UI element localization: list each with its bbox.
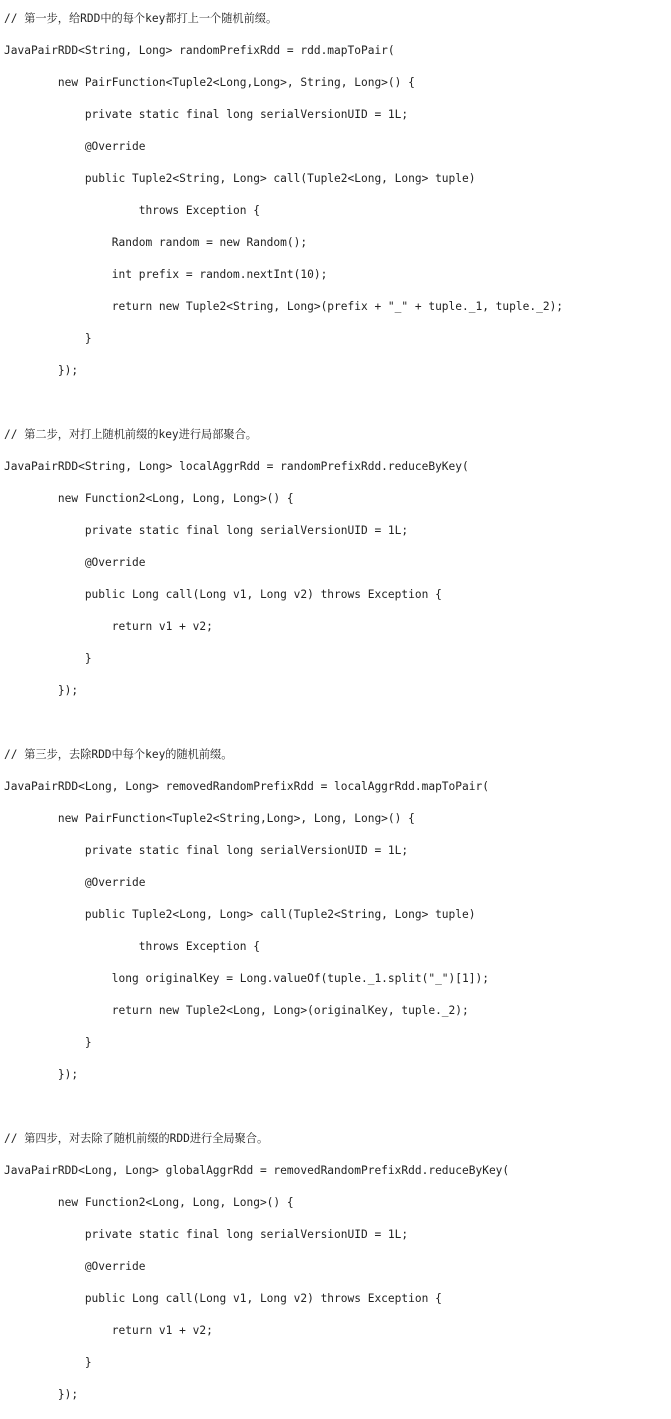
code-line: @Override bbox=[4, 556, 146, 569]
code-line: public Long call(Long v1, Long v2) throws Exception { bbox=[4, 1292, 442, 1305]
code-line: } bbox=[4, 1036, 92, 1049]
step4-comment: // 第四步，对去除了随机前缀的RDD进行全局聚合。 bbox=[4, 1132, 269, 1145]
code-block bbox=[4, 11, 563, 1419]
step3-comment: // 第三步，去除RDD中每个key的随机前缀。 bbox=[4, 748, 233, 761]
code-line: throws Exception { bbox=[4, 204, 260, 217]
code-line: } bbox=[4, 652, 92, 665]
code-line: public Tuple2<Long, Long> call(Tuple2<String, Long> tuple) bbox=[4, 908, 476, 921]
code-line: new Function2<Long, Long, Long>() { bbox=[4, 492, 294, 505]
code-line: public Long call(Long v1, Long v2) throws Exception { bbox=[4, 588, 442, 601]
code-line: return v1 + v2; bbox=[4, 1324, 213, 1337]
code-line: int prefix = random.nextInt(10); bbox=[4, 268, 328, 281]
code-line: long originalKey = Long.valueOf(tuple._1.split("_")[1]); bbox=[4, 972, 489, 985]
code-line: }); bbox=[4, 1068, 79, 1081]
step2-comment: // 第二步，对打上随机前缀的key进行局部聚合。 bbox=[4, 428, 257, 441]
code-line: private static final long serialVersionUID = 1L; bbox=[4, 524, 409, 537]
code-line: } bbox=[4, 1356, 92, 1369]
code-line: return v1 + v2; bbox=[4, 620, 213, 633]
blank-line bbox=[4, 1099, 563, 1115]
code-line: @Override bbox=[4, 140, 146, 153]
code-line: private static final long serialVersionUID = 1L; bbox=[4, 1228, 409, 1241]
code-line: return new Tuple2<String, Long>(prefix + "_" + tuple._1, tuple._2); bbox=[4, 300, 564, 313]
code-line: @Override bbox=[4, 1260, 146, 1273]
code-line: private static final long serialVersionUID = 1L; bbox=[4, 108, 409, 121]
code-line: JavaPairRDD<String, Long> localAggrRdd = randomPrefixRdd.reduceByKey( bbox=[4, 460, 469, 473]
code-line: return new Tuple2<Long, Long>(originalKey, tuple._2); bbox=[4, 1004, 469, 1017]
code-line: @Override bbox=[4, 876, 146, 889]
code-line: new PairFunction<Tuple2<Long,Long>, String, Long>() { bbox=[4, 76, 415, 89]
code-line: JavaPairRDD<String, Long> randomPrefixRdd = rdd.mapToPair( bbox=[4, 44, 395, 57]
code-line: throws Exception { bbox=[4, 940, 260, 953]
code-line: new PairFunction<Tuple2<String,Long>, Long, Long>() { bbox=[4, 812, 415, 825]
step1-comment: // 第一步，给RDD中的每个key都打上一个随机前缀。 bbox=[4, 12, 278, 25]
blank-line bbox=[4, 715, 563, 731]
code-line: new Function2<Long, Long, Long>() { bbox=[4, 1196, 294, 1209]
code-line: JavaPairRDD<Long, Long> globalAggrRdd = removedRandomPrefixRdd.reduceByKey( bbox=[4, 1164, 510, 1177]
code-line: JavaPairRDD<Long, Long> removedRandomPrefixRdd = localAggrRdd.mapToPair( bbox=[4, 780, 489, 793]
code-line: Random random = new Random(); bbox=[4, 236, 308, 249]
code-line: public Tuple2<String, Long> call(Tuple2<Long, Long> tuple) bbox=[4, 172, 476, 185]
code-line: }); bbox=[4, 1388, 79, 1401]
code-line: private static final long serialVersionUID = 1L; bbox=[4, 844, 409, 857]
blank-line bbox=[4, 395, 563, 411]
code-line: } bbox=[4, 332, 92, 345]
code-line: }); bbox=[4, 684, 79, 697]
code-line: }); bbox=[4, 364, 79, 377]
